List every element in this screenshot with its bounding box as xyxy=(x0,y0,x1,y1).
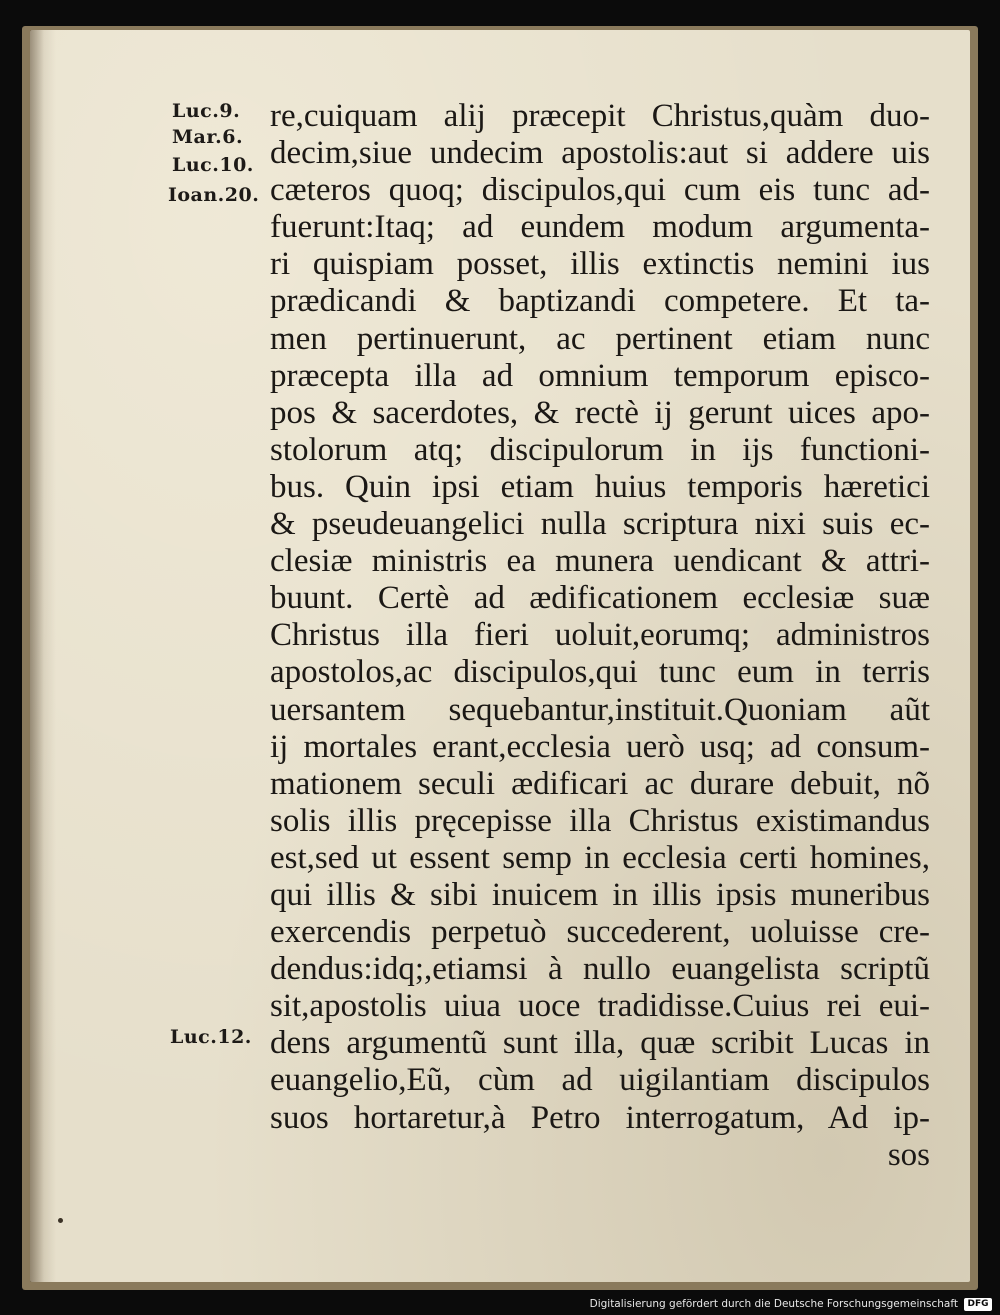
text-line: dens argumentũ sunt illa, quæ scribit Lucas in xyxy=(270,1025,930,1062)
text-line: decim,siue undecim apostolis:aut si addere uis xyxy=(270,135,930,172)
text-line: suos hortaretur,à Petro interrogatum, Ad ip- xyxy=(270,1099,930,1136)
text-line: buunt. Certè ad ædificationem ecclesiæ suæ xyxy=(270,580,930,617)
text-line: ij mortales erant,ecclesia uerò usq; ad consum- xyxy=(270,728,930,765)
text-line: uersantem sequebantur,instituit.Quoniam aũt xyxy=(270,691,930,728)
margin-note-luke-9: Luc.9. xyxy=(172,100,241,122)
text-line: Christus illa fieri uoluit,eorumq; administros xyxy=(270,617,930,654)
text-line: solis illis pręcepisse illa Christus existimandus xyxy=(270,802,930,839)
ink-speck xyxy=(58,1218,63,1223)
catchword: sos xyxy=(887,1136,930,1173)
text-line: pos & sacerdotes, & rectè ij gerunt uices apo- xyxy=(270,394,930,431)
text-line: qui illis & sibi inuicem in illis ipsis muneribus xyxy=(270,876,930,913)
text-line: clesiæ ministris ea munera uendicant & attri- xyxy=(270,543,930,580)
text-line: ri quispiam posset, illis extinctis nemini ius xyxy=(270,246,930,283)
margin-note-mark-6: Mar.6. xyxy=(172,126,244,148)
text-line: men pertinuerunt, ac pertinent etiam nunc xyxy=(270,320,930,357)
text-line: stolorum atq; discipulorum in ijs functioni- xyxy=(270,431,930,468)
text-line: re,cuiquam alij præcepit Christus,quàm duo- xyxy=(270,98,930,134)
text-line: sit,apostolis uiua uoce tradidisse.Cuius rei eui- xyxy=(270,988,930,1025)
text-line: fuerunt:Itaq; ad eundem modum argumenta- xyxy=(270,209,930,246)
text-line: exercendis perpetuò succederent, uoluisse cre- xyxy=(270,914,930,951)
margin-note-luke-12: Luc.12. xyxy=(170,1026,252,1048)
margin-note-luke-10: Luc.10. xyxy=(172,154,254,176)
dfg-logo: DFG xyxy=(964,1298,992,1311)
text-line: mationem seculi ædificari ac durare debuit, nõ xyxy=(270,765,930,802)
text-line: cæteros quoq; discipulos,qui cum eis tunc ad- xyxy=(270,172,930,209)
text-line: prædicandi & baptizandi competere. Et ta- xyxy=(270,283,930,320)
text-line: & pseudeuangelici nulla scriptura nixi suis ec- xyxy=(270,506,930,543)
text-line: dendus:idq;,etiamsi à nullo euangelista scriptũ xyxy=(270,951,930,988)
text-line: est,sed ut essent semp in ecclesia certi homines, xyxy=(270,839,930,876)
funding-credit: Digitalisierung gefördert durch die Deutsche Forschungsgemeinschaft xyxy=(589,1298,958,1310)
text-line: bus. Quin ipsi etiam huius temporis hæretici xyxy=(270,468,930,505)
text-line: apostolos,ac discipulos,qui tunc eum in terris xyxy=(270,654,930,691)
footer-bar xyxy=(0,1293,1000,1315)
text-line: præcepta illa ad omnium temporum episco- xyxy=(270,357,930,394)
gutter-shadow xyxy=(30,30,44,1282)
body-text xyxy=(270,98,930,1174)
margin-note-john-20: Ioan.20. xyxy=(168,184,260,206)
text-line: euangelio,Eũ, cùm ad uigilantiam discipulos xyxy=(270,1062,930,1099)
